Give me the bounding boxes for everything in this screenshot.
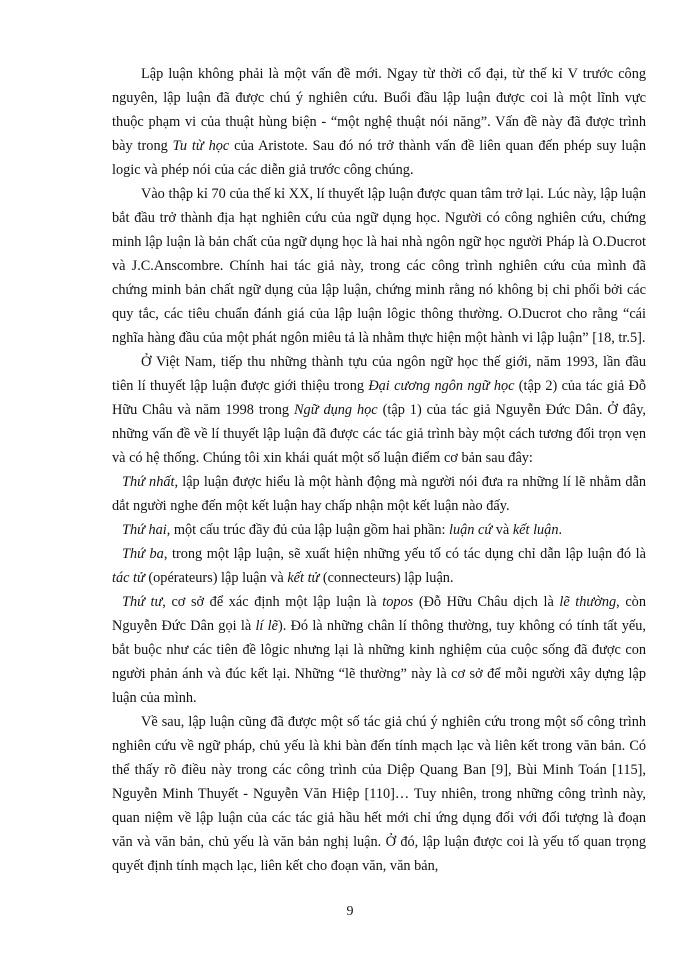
- text-run: .: [558, 522, 563, 538]
- italic-term: Thứ ba: [122, 546, 164, 562]
- paragraph-2: [112, 182, 646, 350]
- point-4: [112, 590, 646, 710]
- text-run: Vào thập kỉ 70 của thế kỉ XX, lí thuyết lập luận được quan tâm trở lại. Lúc này, lập luận bắt đầu trở thành địa hạt nghiên cứu của ngữ dụng học. Người có công nghiên cứu, chứng minh lập luận là bản chất của ngữ dụng học là hai nhà ngôn ngữ học người Pháp là O.Ducrot và J.C.Anscombre. Chính hai tác giả này, trong các công trình nghiên cứu của mình đã chứng minh bản chất ngữ dụng của lập luận, chứng minh rằng nó không bị chi phối bởi các quy tắc, các tiêu chuẩn đánh giá của lập luận lôgic thông thường. O.Ducrot cho rằng “cái nghĩa hàng đầu của một phát ngôn miêu tả là nhằm thực hiện một hành vi lập luận” [18, tr.5].: [112, 186, 646, 346]
- text-run: (tập 2) của tác giả Đỗ Hữu Châu và năm 1998 trong: [112, 378, 646, 418]
- point-2: [112, 518, 646, 542]
- text-run: Ở Việt Nam, tiếp thu những thành tựu của ngôn ngữ học thế giới, năm 1993, lần đầu tiên lí thuyết lập luận được giới thiệu trong: [112, 354, 646, 394]
- italic-term: lí lẽ: [255, 618, 278, 634]
- point-3: [112, 542, 646, 590]
- text-run: , một cấu trúc đầy đủ của lập luận gồm hai phần:: [166, 522, 450, 538]
- text-run: Về sau, lập luận cũng đã được một số tác giả chú ý nghiên cứu trong một số công trình nghiên cứu về ngữ pháp, chủ yếu là khi bàn đến tính mạch lạc và liên kết trong văn bản. Có thể thấy rõ điều này trong các công trình của Diệp Quang Ban [9], Bùi Minh Toán [115], Nguyễn Minh Thuyết - Nguyễn Văn Hiệp [110]… Tuy nhiên, trong những công trình này, quan niệm về lập luận của các tác giả hầu hết mới chỉ ứng dụng đối với đối tượng là đoạn văn và văn bản, chủ yếu là văn bản nghị luận. Ở đó, lập luận được coi là yếu tố quan trọng quyết định tính mạch lạc, liên kết cho đoạn văn, văn bản,: [112, 714, 646, 874]
- italic-title: Ngữ dụng học: [294, 402, 378, 418]
- point-1: [112, 470, 646, 518]
- text-run: (opérateurs) lập luận và: [144, 570, 288, 586]
- text-run: Lập luận không phải là một vấn đề mới. Ngay từ thời cổ đại, từ thế kỉ V trước công nguyên, lập luận đã được chú ý nghiên cứu. Buổi đầu lập luận được coi là một lĩnh vực thuộc phạm vi của thuật hùng biện - “một nghệ thuật nói năng”. Vấn đề này đã được trình bày trong: [112, 66, 646, 154]
- text-run: và: [492, 522, 513, 538]
- text-run: (connecteurs) lập luận.: [319, 570, 454, 586]
- text-run: của Aristote. Sau đó nó trở thành vấn đề liên quan đến phép suy luận logic và phép nói của các diễn giả trước công chúng.: [112, 138, 646, 178]
- document-body: [112, 62, 646, 878]
- italic-title: Tu từ học: [172, 138, 230, 154]
- text-run: (Đỗ Hữu Châu dịch là: [413, 594, 560, 610]
- italic-term: tác tử: [112, 570, 145, 586]
- paragraph-1: [112, 62, 646, 182]
- text-run: , cơ sở để xác định một lập luận là: [162, 594, 383, 610]
- italic-term: Thứ hai: [122, 522, 167, 538]
- text-run: (tập 1) của tác giả Nguyễn Đức Dân. Ở đây, những vấn đề về lí thuyết lập luận đã được các tác giả trình bày một cách tương đối trọn vẹn và có hệ thống. Chúng tôi xin khái quát một số luận điểm cơ bản sau đây:: [112, 402, 646, 466]
- text-run: ). Đó là những chân lí thông thường, tuy không có tính tất yếu, bắt buộc như các tiên đề lôgic nhưng lại là những kinh nghiệm của cuộc sống đã được con người phản ánh và đúc kết lại. Những “lẽ thường” này là cơ sở để mỗi người xây dựng lập luận của mình.: [112, 618, 646, 706]
- paragraph-8: [112, 710, 646, 878]
- italic-title: Đại cương ngôn ngữ học: [368, 378, 515, 394]
- text-run: , trong một lập luận, sẽ xuất hiện những yếu tố có tác dụng chỉ dẫn lập luận đó là: [163, 546, 646, 562]
- italic-term: Thứ nhất: [122, 474, 175, 490]
- italic-term: kết tử: [287, 570, 320, 586]
- text-run: , còn Nguyễn Đức Dân gọi là: [112, 594, 646, 634]
- paragraph-3: [112, 350, 646, 470]
- italic-term: Thứ tư: [122, 594, 163, 610]
- page-number: 9: [346, 904, 354, 919]
- italic-term: kết luận: [512, 522, 559, 538]
- text-run: , lập luận được hiểu là một hành động mà người nói đưa ra những lí lẽ nhằm dẫn dắt người nghe đến một kết luận hay chấp nhận một kết luận nào đấy.: [112, 474, 647, 514]
- italic-term: topos: [382, 594, 414, 610]
- italic-term: lẽ thường: [559, 594, 617, 610]
- italic-term: luận cứ: [449, 522, 493, 538]
